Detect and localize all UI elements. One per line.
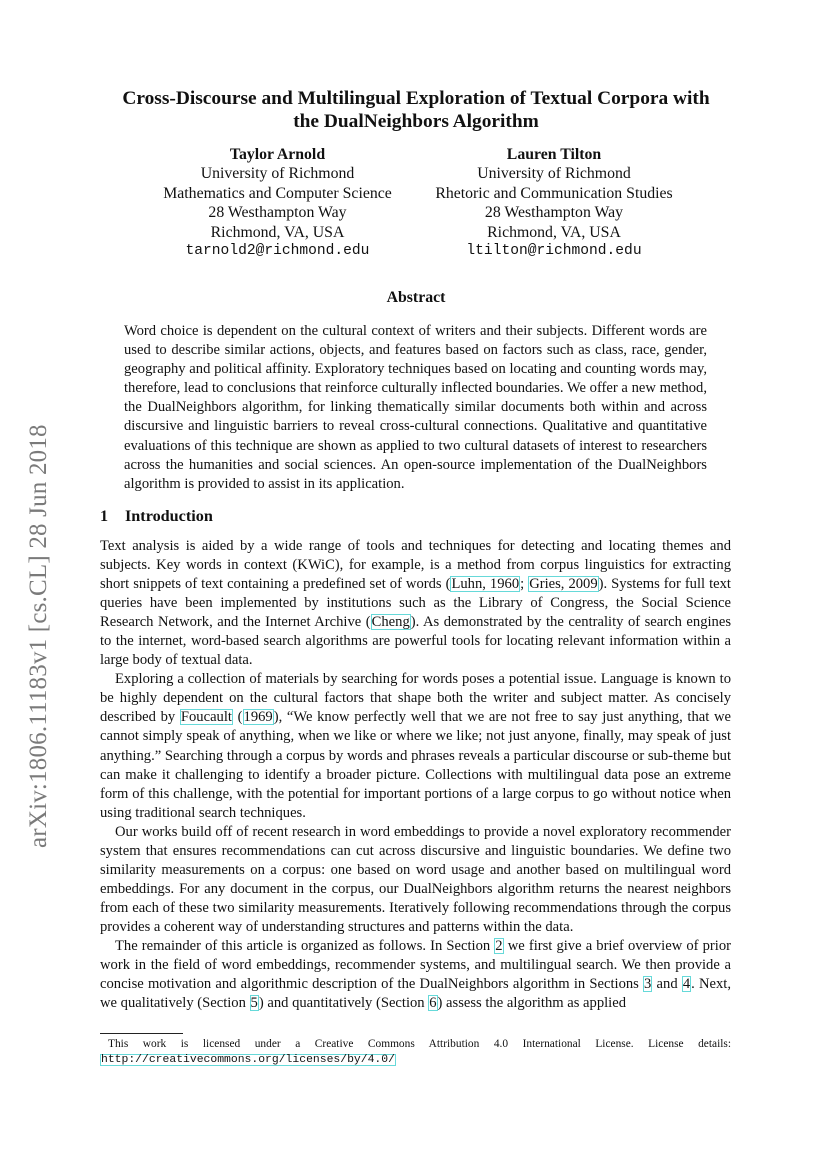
paper-title — [100, 88, 732, 133]
paragraph-1 — [100, 537, 731, 670]
citation-link[interactable]: Cheng — [371, 614, 410, 631]
title-line-2: the DualNeighbors Algorithm — [293, 110, 539, 132]
footnote-rule — [100, 1033, 183, 1034]
author-department: Mathematics and Computer Science — [163, 184, 392, 202]
text-run: Exploring a collection of materials by searching for words poses a potential issue. Language is known to be highly dependent on the cultural factors that shape both the writer and subject matter. As concisely described by — [100, 671, 731, 726]
section-link[interactable]: 5 — [250, 995, 258, 1012]
author-block-2 — [420, 145, 688, 261]
author-street: 28 Westhampton Way — [484, 204, 624, 222]
citation-link[interactable]: Gries, 2009 — [529, 576, 598, 593]
title-line-1: Cross-Discourse and Multilingual Exploration of Textual Corpora with — [122, 88, 710, 109]
text-run: ). As demonstrated by the centrality of search engines to the internet, word-based search algorithms are powerful tools for locating relevant information within a large body of textual data. — [100, 614, 731, 669]
text-run: Text analysis is aided by a wide range of tools and techniques for detecting and locating themes and subjects. Key words in context (KWiC), for example, is a method from corpus linguistics for extracting short snippets of text containing a predefined set of words ( — [100, 538, 731, 593]
author-email: ltilton@richmond.edu — [466, 243, 642, 260]
text-run: and — [652, 976, 682, 993]
section-heading — [100, 507, 213, 526]
text-run: we first give a brief overview of prior work in the field of word embeddings, recommender systems, and multilingual search. We then provide a concise motivation and algorithmic description of the DualNeighbors algorithm in Sections — [100, 937, 731, 993]
section-link[interactable]: 3 — [644, 976, 652, 993]
text-run: ; — [520, 576, 529, 593]
section-link[interactable]: 2 — [495, 937, 503, 954]
text-run: ) assess the algorithm as applied — [437, 995, 627, 1012]
abstract-heading: Abstract — [386, 289, 446, 306]
author-street: 28 Westhampton Way — [208, 204, 347, 222]
text-run: ), “We know perfectly well that we are not free to say just anything, that we cannot simply speak of anything, when we like or where we like; not just anyone, finally, may speak of just anything.” Searching through a corpus by words and phrases reveals a particular discourse or sub-theme but can make it challenging to identify a broader picture. Collections with multilingual data pose an extreme form of this challenge, with the potential for important portions of a large corpus to go without notice when using traditional search techniques. — [100, 709, 731, 821]
abstract-text: Word choice is dependent on the cultural context of writers and their subjects. Different words are used to describe similar actions, objects, and features based on factors such as class, race, gender, geography and political affinity. Exploratory techniques based on locating and counting words may, therefore, lead to conclusions that reinforce culturally inflected boundaries. We offer a new method, the DualNeighbors algorithm, for linking thematically similar documents both within and across discursive and linguistic barriers to reveal cross-cultural connections. Qualitative and quantitative evaluations of this technique are shown as applied to two cultural datasets of interest to researchers across the humanities and social sciences. An open-source implementation of the DualNeighbors algorithm is provided to assist in its application. — [124, 323, 707, 492]
section-body — [100, 537, 731, 1013]
paragraph-2 — [100, 670, 731, 822]
text-run: The remainder of this article is organized as follows. In Section — [115, 937, 495, 954]
author-block-1 — [145, 145, 410, 261]
arxiv-sidebar — [22, 368, 56, 848]
text-run: ) and quantitatively (Section — [258, 995, 429, 1012]
author-email: tarnold2@richmond.edu — [185, 243, 370, 260]
author-city: Richmond, VA, USA — [487, 223, 621, 241]
license-url-link[interactable]: http://creativecommons.org/licenses/by/4.0/ — [101, 1054, 395, 1066]
citation-link[interactable]: 1969 — [243, 709, 273, 726]
footnote-text: This work is licensed under a Creative Commons Attribution 4.0 International License. License details: — [108, 1038, 731, 1050]
text-run: . Next, we qualitatively (Section — [100, 976, 731, 1012]
author-name: Taylor Arnold — [229, 146, 326, 163]
author-affiliation: University of Richmond — [477, 165, 631, 183]
text-run: ). Systems for full text queries have been implemented by institutions such as the Library of Congress, the Social Science Research Network, and the Internet Archive ( — [100, 576, 731, 631]
citation-link[interactable]: Foucault — [180, 709, 232, 726]
author-department: Rhetoric and Communication Studies — [435, 184, 673, 202]
paragraph-4 — [100, 937, 731, 1013]
arxiv-identifier: arXiv:1806.11183v1 [cs.CL] 28 Jun 2018 — [25, 424, 52, 848]
section-link[interactable]: 6 — [429, 995, 437, 1012]
text-run: ( — [232, 709, 243, 726]
citation-link[interactable]: Luhn, 1960 — [451, 576, 520, 593]
section-title: Introduction — [125, 507, 213, 525]
paragraph-3: Our works build off of recent research in word embeddings to provide a novel exploratory recommender system that ensures recommendations can cut across discursive and linguistic boundaries. We define two similarity measurements on a corpus: one based on word usage and another based on multilingual word embeddings. For any document in the corpus, our DualNeighbors algorithm returns the nearest neighbors from each of these two similarity measurements. Iteratively following recommendations through the corpus provides a coherent way of understanding structures and patterns within the data. — [100, 823, 731, 935]
author-name: Lauren Tilton — [506, 146, 602, 163]
section-link[interactable]: 4 — [682, 976, 691, 993]
author-affiliation: University of Richmond — [200, 165, 355, 183]
section-number: 1 — [100, 507, 109, 525]
footnote — [100, 1037, 731, 1068]
author-city: Richmond, VA, USA — [210, 223, 345, 241]
